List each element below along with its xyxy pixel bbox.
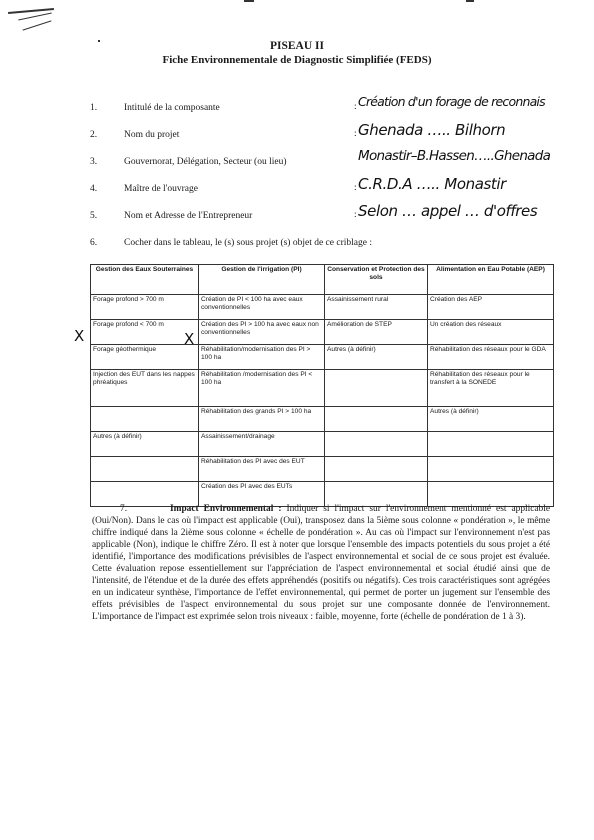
field-project xyxy=(90,121,590,143)
table-cell[interactable]: Création de PI < 100 ha avec eaux conventionnelles xyxy=(199,295,325,320)
table-cell[interactable] xyxy=(91,407,199,432)
table-cell[interactable] xyxy=(325,370,428,407)
table-cell[interactable]: Assainissement rural xyxy=(325,295,428,320)
subproject-screening-table xyxy=(90,264,554,507)
field-location xyxy=(90,148,590,170)
table-cell[interactable] xyxy=(325,457,428,482)
field-number: 6. xyxy=(90,238,98,248)
col-header-soil-conservation: Conservation et Protection des sols xyxy=(325,265,428,295)
table-cell[interactable]: Réhabilitation des réseaux pour le transfert à la SONEDE xyxy=(428,370,554,407)
table-cell[interactable]: Amélioration de STEP xyxy=(325,320,428,345)
check-mark-groundwater: X xyxy=(74,327,85,345)
field-label: Nom et Adresse de l'Entrepreneur xyxy=(124,211,253,221)
table-row xyxy=(91,320,554,345)
table-cell[interactable]: Forage profond > 700 m xyxy=(91,295,199,320)
section-heading: Impact Environnemental : xyxy=(170,504,282,514)
section-number: 7. xyxy=(120,504,128,514)
table-cell[interactable]: Création des PI > 100 ha avec eaux non conventionnelles xyxy=(199,320,325,345)
col-header-irrigation: Gestion de l'irrigation (PI) xyxy=(199,265,325,295)
doc-title: Fiche Environnementale de Diagnostic Simplifiée (FEDS) xyxy=(162,54,432,66)
table-row xyxy=(91,457,554,482)
col-header-groundwater: Gestion des Eaux Souterraines xyxy=(91,265,199,295)
field-owner xyxy=(90,175,590,197)
field-value-handwritten: Ghenada ….. Bilhorn xyxy=(358,121,506,139)
table-cell[interactable]: Injection des EUT dans les nappes phréatiques xyxy=(91,370,199,407)
field-value-handwritten: C.R.D.A ….. Monastir xyxy=(358,175,506,193)
table-cell[interactable] xyxy=(325,407,428,432)
table-cell[interactable] xyxy=(325,432,428,457)
table-cell[interactable] xyxy=(428,457,554,482)
field-colon: : xyxy=(354,183,357,193)
table-cell[interactable]: Réhabilitation des réseaux pour le GDA xyxy=(428,345,554,370)
check-mark-irrigation: X xyxy=(184,330,195,348)
field-component xyxy=(90,94,590,116)
field-value-handwritten: Création d'un forage de reconnais xyxy=(358,94,545,109)
table-cell[interactable] xyxy=(91,457,199,482)
field-colon: : xyxy=(354,210,357,220)
scan-artifact xyxy=(466,0,474,2)
scan-artifact xyxy=(18,12,51,20)
field-number: 5. xyxy=(90,211,98,221)
table-cell[interactable]: Création des PI avec des EUTs xyxy=(199,482,325,507)
table-cell[interactable]: Réhabilitation des grands PI > 100 ha xyxy=(199,407,325,432)
field-label: Maître de l'ouvrage xyxy=(124,184,198,194)
field-number: 2. xyxy=(90,130,98,140)
table-cell[interactable]: Réhabilitation/modernisation des PI > 100 ha xyxy=(199,345,325,370)
field-label: Cocher dans le tableau, le (s) sous projet (s) objet de ce criblage : xyxy=(124,238,372,248)
table-cell[interactable]: Forage géothermique xyxy=(91,345,199,370)
section-7-paragraph xyxy=(92,503,550,623)
field-colon: : xyxy=(354,102,357,112)
table-cell[interactable]: Autres (à définir) xyxy=(428,407,554,432)
field-colon: : xyxy=(354,129,357,139)
table-cell[interactable]: Autres (à définir) xyxy=(325,345,428,370)
col-header-drinking-water: Alimentation en Eau Potable (AEP) xyxy=(428,265,554,295)
table-cell[interactable]: Réhabilitation /modernisation des PI < 100 ha xyxy=(199,370,325,407)
scan-artifact xyxy=(23,20,52,30)
field-label: Gouvernorat, Délégation, Secteur (ou lieu) xyxy=(124,157,287,167)
field-checklist-instruction xyxy=(90,233,590,251)
table-cell[interactable] xyxy=(428,432,554,457)
table-cell[interactable]: Création des AEP xyxy=(428,295,554,320)
table-row xyxy=(91,295,554,320)
table-cell[interactable]: Réhabilitation des PI avec des EUT xyxy=(199,457,325,482)
table-cell[interactable]: Autres (à définir) xyxy=(91,432,199,457)
scan-artifact xyxy=(244,0,254,2)
table-cell[interactable]: Forage profond < 700 m xyxy=(91,320,199,345)
field-value-handwritten: Selon … appel … d'offres xyxy=(358,202,538,220)
field-number: 4. xyxy=(90,184,98,194)
table-row xyxy=(91,370,554,407)
field-value-handwritten: Monastir–B.Hassen…..Ghenada xyxy=(358,148,551,164)
section-body: Indiquer si l'impact sur l'environnement mentionné est applicable (Oui/Non). Dans le cas où l'impact est applicable (Oui), transposez dans la 5ième sous colonne « pondération », le même chiffre indiqué dans la 2ième sous colonne « échelle de pondération ». Au cas où l'impact sur l'environnement n'est pas applicable (Non), indique le chiffre Zéro. Il est à noter que lorsque l'ensemble des impacts potentiels du sous projet a été identifié, l'importance des modifications prévisibles de l'aspect environnemental et social de ce sous projet est évaluée. Cette évaluation repose essentiellement sur l'appréciation de l'aspect environnemental et social étudié ainsi que de l'intensité, de l'étendue et de la durée des effets appréhendés (positifs ou négatifs). Ces trois caractéristiques sont agrégées en un indicateur synthèse, l'importance de l'effet environnemental, qui permet de porter un jugement sur l'ensemble des effets prévisibles de l'aspect environnemental du sous projet sur une composante donnée de l'environnement. L'importance de l'impact est exprimée selon trois niveaux : faible, moyenne, forte (échelle de pondération de 1 à 3). xyxy=(92,504,551,622)
table-cell[interactable]: Assainissement/drainage xyxy=(199,432,325,457)
field-contractor xyxy=(90,202,590,224)
table-row xyxy=(91,345,554,370)
table-row xyxy=(91,407,554,432)
field-number: 3. xyxy=(90,157,98,167)
doc-code: PISEAU II xyxy=(269,40,324,52)
table-row xyxy=(91,432,554,457)
field-label: Nom du projet xyxy=(124,130,180,140)
table-header-row xyxy=(91,265,554,295)
field-number: 1. xyxy=(90,103,98,113)
field-label: Intitulé de la composante xyxy=(124,103,220,113)
table-cell[interactable]: Un création des réseaux xyxy=(428,320,554,345)
